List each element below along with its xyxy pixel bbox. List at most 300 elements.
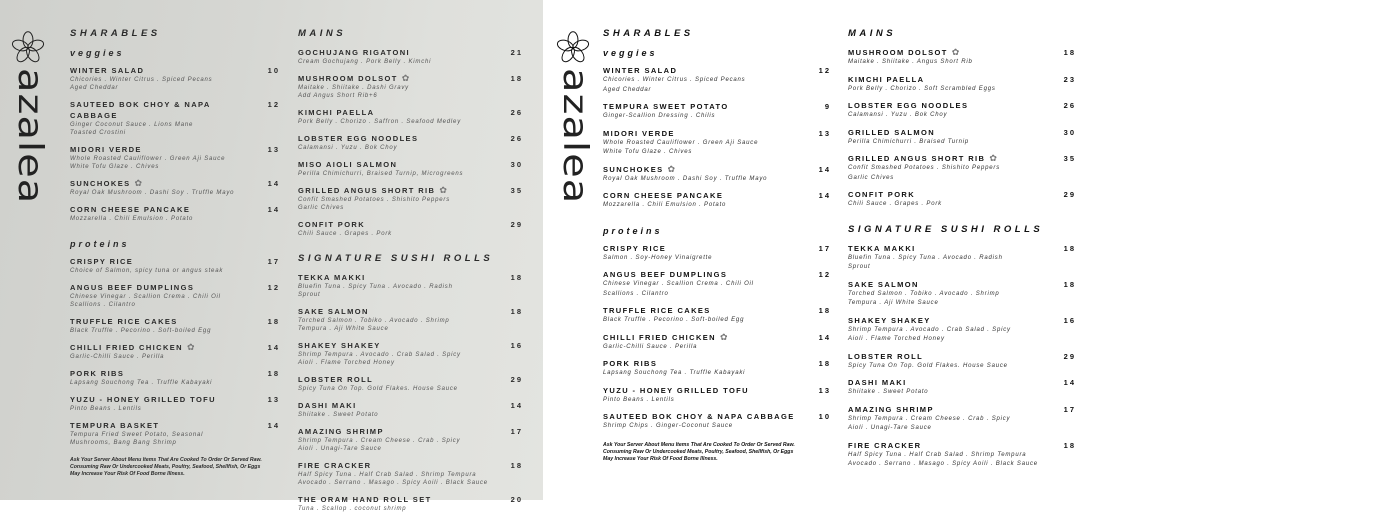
item-description: Garlic-Chilli Sauce . Perilla xyxy=(603,343,698,350)
item-price: 20 xyxy=(510,495,523,504)
item-description: Shrimp Chips . Ginger-Coconut Sauce xyxy=(603,423,733,429)
menu-item xyxy=(298,306,523,333)
item-price: 18 xyxy=(1063,440,1076,450)
section-title: SHARABLES xyxy=(603,28,694,39)
section-title: MAINS xyxy=(848,28,897,39)
item-description: Garlic Chives xyxy=(848,174,895,181)
item-description: Calamansi . Yuzu . Bok Choy xyxy=(848,112,948,118)
menu-item xyxy=(603,190,831,211)
item-name xyxy=(298,340,523,351)
item-name xyxy=(298,460,523,471)
item-price: 30 xyxy=(1063,127,1076,137)
item-price: 14 xyxy=(267,421,280,430)
item-description: Black Truffle . Pecorino . Soft-boiled Egg xyxy=(70,328,212,334)
item-name-text: GOCHUJANG RIGATONI xyxy=(298,48,411,57)
menu-item xyxy=(70,342,280,361)
item-description: Torched Salmon . Tobiko . Avocado . Shrimp xyxy=(298,318,450,324)
item-name-text: SAUTEED BOK CHOY & NAPA CABBAGE xyxy=(70,100,211,120)
item-description: Chinese Vinegar . Scallion Crema . Chili Oil xyxy=(70,294,221,300)
item-description: Aioli . Unagi-Tare Sauce xyxy=(298,446,382,452)
item-description: Bluefin Tuna . Spicy Tuna . Avocado . Radish xyxy=(848,254,1003,261)
item-description: Chinese Vinegar . Scallion Crema . Chili Oil xyxy=(603,281,754,287)
vegetarian-flower-icon: ✿ xyxy=(134,178,144,188)
item-description: Mushrooms, Bang Bang Shrimp xyxy=(70,440,177,446)
item-name xyxy=(298,159,523,170)
item-price: 16 xyxy=(510,341,523,350)
item-description: Pinto Beans . Lentils xyxy=(603,396,675,403)
item-name xyxy=(848,377,1076,388)
item-price: 18 xyxy=(510,461,523,470)
menu-column-right xyxy=(848,28,1076,476)
item-description: White Tofu Glaze . Chives xyxy=(603,149,693,155)
menu-item xyxy=(70,420,280,447)
item-name-text: YUZU - HONEY GRILLED TOFU xyxy=(603,385,749,395)
menu-item xyxy=(70,256,280,275)
item-name-text: LOBSTER ROLL xyxy=(848,351,924,361)
menu-item xyxy=(70,316,280,335)
menu-item xyxy=(298,340,523,367)
item-price: 17 xyxy=(818,243,831,253)
item-name xyxy=(70,204,280,215)
menu-item xyxy=(298,374,523,393)
item-price: 9 xyxy=(824,102,831,111)
item-description: Pork Belly . Chorizo . Soft Scrambled Eggs xyxy=(848,85,996,92)
item-name-text: TEMPURA BASKET xyxy=(70,421,160,430)
item-price: 18 xyxy=(510,74,523,83)
menu-item xyxy=(70,282,280,309)
item-name xyxy=(848,74,1076,85)
item-name-text: SHAKEY SHAKEY xyxy=(298,341,381,350)
menu-item xyxy=(848,279,1076,309)
item-name xyxy=(70,316,280,327)
item-description: Garlic-Chilli Sauce . Perilla xyxy=(70,354,165,360)
item-name xyxy=(603,65,831,76)
item-description: Aioli . Flame Torched Honey xyxy=(848,336,945,342)
section-title: SIGNATURE SUSHI ROLLS xyxy=(848,223,1044,235)
menu-item xyxy=(298,159,523,178)
item-name xyxy=(848,351,1076,362)
item-name xyxy=(298,73,523,84)
item-price: 17 xyxy=(267,257,280,266)
item-description: Shrimp Tempura . Cream Cheese . Crab . Spicy xyxy=(848,415,1011,422)
item-price: 10 xyxy=(267,66,280,75)
section-title: SHARABLES xyxy=(70,28,161,39)
menu-item xyxy=(603,305,831,326)
item-description: Shrimp Tempura . Cream Cheese . Crab . Spicy xyxy=(298,438,461,444)
item-name-text: MIDORI VERDE xyxy=(603,128,675,138)
item-name xyxy=(848,315,1076,326)
vegetarian-flower-icon: ✿ xyxy=(667,163,677,174)
item-name xyxy=(603,358,831,369)
item-description: Chicories . Winter Citrus . Spiced Pecans xyxy=(70,77,213,83)
item-name-text: PORK RIBS xyxy=(70,369,125,378)
menu-item xyxy=(70,178,280,197)
item-description: Toasted Crostini xyxy=(70,130,126,136)
item-description: Choice of Salmon, spicy tuna or angus steak xyxy=(70,268,224,274)
item-price: 13 xyxy=(267,395,280,404)
item-description: Chili Sauce . Grapes . Pork xyxy=(848,201,942,207)
item-price: 23 xyxy=(1063,74,1076,84)
menu-item xyxy=(298,426,523,453)
item-description: Maitake . Shiitake . Angus Short Rib xyxy=(848,59,973,65)
item-name xyxy=(298,272,523,283)
item-description: Confit Smashed Potatoes . Shishito Peppers xyxy=(848,165,1000,171)
item-name-text: CHILLI FRIED CHICKEN xyxy=(70,343,183,352)
item-name xyxy=(298,219,523,230)
item-name-text: LOBSTER EGG NOODLES xyxy=(298,134,419,143)
spacer xyxy=(603,217,831,225)
item-name-text: THE ORAM HAND ROLL SET xyxy=(298,495,432,504)
item-name xyxy=(70,394,280,405)
item-description: Mozzarella . Chili Emulsion . Potato xyxy=(70,216,194,222)
item-name-text: SUNCHOKES xyxy=(70,179,131,188)
item-name xyxy=(70,65,280,76)
item-price: 18 xyxy=(818,306,831,315)
item-description: Whole Roasted Cauliflower . Green Aji Sauce xyxy=(70,156,226,162)
item-price: 29 xyxy=(1063,190,1076,199)
item-name xyxy=(70,342,280,353)
item-price: 26 xyxy=(510,134,523,143)
item-name xyxy=(298,306,523,317)
item-name xyxy=(603,164,831,175)
item-name-text: LOBSTER EGG NOODLES xyxy=(848,101,969,110)
vegetarian-flower-icon: ✿ xyxy=(401,73,411,83)
item-name xyxy=(603,332,831,343)
item-price: 18 xyxy=(510,273,523,282)
item-price: 29 xyxy=(510,375,523,384)
item-name xyxy=(848,189,1076,200)
item-name xyxy=(603,128,831,139)
item-name-text: GRILLED SALMON xyxy=(848,127,936,137)
item-description: Black Truffle . Pecorino . Soft-boiled Egg xyxy=(603,317,745,323)
item-name-text: MUSHROOM DOLSOT xyxy=(298,74,398,83)
item-name-text: ANGUS BEEF DUMPLINGS xyxy=(603,270,728,279)
menu-item xyxy=(70,368,280,387)
item-name-text: ANGUS BEEF DUMPLINGS xyxy=(70,283,195,292)
item-name xyxy=(298,107,523,118)
item-name-text: GRILLED ANGUS SHORT RIB xyxy=(298,186,436,195)
menu-item xyxy=(848,127,1076,148)
item-description: Half Spicy Tuna . Half Crab Salad . Shrimp Tempura xyxy=(298,472,477,478)
item-price: 14 xyxy=(818,332,831,342)
item-name xyxy=(848,243,1076,254)
menu-item xyxy=(848,153,1076,183)
item-name-text: TRUFFLE RICE CAKES xyxy=(603,306,711,315)
menu-item xyxy=(70,99,280,137)
item-name-text: YUZU - HONEY GRILLED TOFU xyxy=(70,395,216,404)
item-name-text: TRUFFLE RICE CAKES xyxy=(70,317,178,326)
item-name-text: FIRE CRACKER xyxy=(298,461,372,470)
item-name-text: CONFIT PORK xyxy=(848,190,916,199)
menu-item xyxy=(298,185,523,212)
logo-wordmark: azalea xyxy=(555,68,595,205)
item-name-text: CORN CHEESE PANCAKE xyxy=(603,191,724,200)
menu-item xyxy=(848,243,1076,273)
item-description: Aged Cheddar xyxy=(603,86,652,93)
item-name-text: SAKE SALMON xyxy=(848,279,919,289)
item-description: Whole Roasted Cauliflower . Green Aji Sauce xyxy=(603,139,759,146)
item-description: Torched Salmon . Tobiko . Avocado . Shrimp xyxy=(848,290,1000,297)
item-name xyxy=(603,190,831,201)
item-price: 18 xyxy=(1063,243,1076,253)
item-description: Shrimp Tempura . Avocado . Crab Salad . Spicy xyxy=(848,326,1011,333)
menu-item xyxy=(848,351,1076,372)
item-price: 13 xyxy=(267,145,280,154)
menu-item xyxy=(298,219,523,238)
allergy-disclaimer: Ask Your Server About Menu Items That Are Cooked To Order Or Served Raw. Consuming Raw Or Undercooked Meats, Poultry, Seafood, Shellfish, Or Eggs May Increase Your Risk Of Food Borne Illness. xyxy=(70,457,262,477)
item-price: 14 xyxy=(267,179,280,188)
menu-item xyxy=(70,394,280,413)
spacer xyxy=(298,245,523,253)
menu-item xyxy=(603,65,831,95)
item-name-text: CRISPY RICE xyxy=(603,243,667,253)
item-price: 29 xyxy=(510,220,523,229)
menu-item xyxy=(848,440,1076,470)
menu-item xyxy=(848,74,1076,95)
item-description: Aioli . Unagi-Tare Sauce xyxy=(848,425,932,431)
item-name-text: SAKE SALMON xyxy=(298,307,369,316)
menu-item xyxy=(848,100,1076,121)
item-description: Salmon . Soy-Honey Vinaigrette xyxy=(603,254,713,261)
item-description: Ginger Coconut Sauce . Lions Mane xyxy=(70,122,194,128)
item-name-text: DASHI MAKI xyxy=(848,378,907,387)
menu-item xyxy=(603,411,831,432)
item-price: 12 xyxy=(818,270,831,279)
item-name-text: CORN CHEESE PANCAKE xyxy=(70,205,191,214)
item-price: 29 xyxy=(1063,351,1076,361)
item-description: Perilla Chimichurri, Braised Turnip, Microgreens xyxy=(298,171,464,177)
menu-item xyxy=(298,272,523,299)
menu-photo xyxy=(0,0,543,512)
item-price: 13 xyxy=(818,385,831,395)
item-description: Royal Oak Mushroom . Dashi Soy . Truffle Mayo xyxy=(70,190,235,196)
item-price: 14 xyxy=(818,164,831,174)
item-name xyxy=(70,368,280,379)
item-description: Garlic Chives xyxy=(298,205,345,211)
item-description: Shiitake . Sweet Potato xyxy=(298,412,379,418)
item-name xyxy=(603,305,831,316)
item-name-text: AMAZING SHRIMP xyxy=(298,427,384,436)
item-price: 35 xyxy=(510,186,523,195)
item-name-text: GRILLED ANGUS SHORT RIB xyxy=(848,154,986,163)
section-title: SIGNATURE SUSHI ROLLS xyxy=(298,253,494,264)
item-name-text: FIRE CRACKER xyxy=(848,440,922,450)
item-description: Bluefin Tuna . Spicy Tuna . Avocado . Radish xyxy=(298,284,453,290)
menu-item xyxy=(298,460,523,487)
item-name xyxy=(848,127,1076,138)
azalea-logo xyxy=(555,30,595,204)
item-name xyxy=(298,47,523,58)
menu-item xyxy=(603,269,831,299)
item-description: Tempura Fried Sweet Potato, Seasonal xyxy=(70,432,204,438)
menu-column-right xyxy=(298,28,523,520)
item-price: 14 xyxy=(267,343,280,352)
menu-item xyxy=(298,107,523,126)
menu-clean xyxy=(545,0,1090,500)
flower-icon xyxy=(10,30,46,66)
item-description: Pork Belly . Chorizo . Saffron . Seafood Medley xyxy=(298,119,461,125)
item-name-text: TEKKA MAKKI xyxy=(298,273,366,282)
item-name xyxy=(298,133,523,144)
item-description: Scallions . Cilantro xyxy=(603,290,669,297)
item-description: Chicories . Winter Citrus . Spiced Pecans xyxy=(603,77,746,83)
item-price: 18 xyxy=(267,369,280,378)
menu-item xyxy=(848,47,1076,68)
item-price: 18 xyxy=(267,317,280,326)
item-description: Aged Cheddar xyxy=(70,85,119,91)
subsection-title: veggies xyxy=(70,48,125,58)
item-description: Aioli . Flame Torched Honey xyxy=(298,360,395,366)
item-name xyxy=(848,440,1076,451)
item-description: Calamansi . Yuzu . Bok Choy xyxy=(298,145,398,151)
menu-item xyxy=(70,204,280,223)
item-description: Avocado . Serrano . Masago . Spicy Aoili . Black Sauce xyxy=(848,461,1038,467)
menu-column-left xyxy=(603,28,831,463)
vegetarian-flower-icon: ✿ xyxy=(439,185,449,195)
item-name-text: TEMPURA SWEET POTATO xyxy=(603,102,729,111)
spacer xyxy=(70,230,280,238)
item-price: 18 xyxy=(1063,279,1076,289)
item-name xyxy=(70,144,280,155)
vegetarian-flower-icon: ✿ xyxy=(951,47,961,57)
item-description: Confit Smashed Potatoes . Shishito Peppers xyxy=(298,197,450,203)
item-price: 26 xyxy=(1063,101,1076,110)
item-price: 16 xyxy=(1063,315,1076,325)
item-name xyxy=(603,101,831,112)
item-name-text: CONFIT PORK xyxy=(298,220,366,229)
item-name xyxy=(848,153,1076,164)
item-description: Sprout xyxy=(298,292,321,298)
item-name xyxy=(848,100,1076,111)
item-description: Tuna . Scallop . coconut shrimp xyxy=(298,506,407,512)
item-name-text: LOBSTER ROLL xyxy=(298,375,374,384)
item-name-text: WINTER SALAD xyxy=(70,66,145,75)
item-price: 12 xyxy=(818,66,831,75)
item-description: Sprout xyxy=(848,264,871,270)
menu-item xyxy=(298,133,523,152)
item-description: Lapsang Souchong Tea . Truffle Kabayaki xyxy=(603,370,746,376)
menu-item xyxy=(603,358,831,379)
subsection-title: veggies xyxy=(603,48,658,58)
azalea-logo xyxy=(10,30,50,204)
item-name-text: MIDORI VERDE xyxy=(70,145,142,154)
menu-item xyxy=(298,494,523,513)
logo-wordmark: azalea xyxy=(10,68,50,205)
item-name-text: KIMCHI PAELLA xyxy=(848,74,925,84)
item-description: Mozzarella . Chili Emulsion . Potato xyxy=(603,202,727,208)
menu-item xyxy=(603,243,831,264)
item-price: 14 xyxy=(1063,378,1076,387)
menu-item xyxy=(603,385,831,406)
item-name xyxy=(298,185,523,196)
item-name-text: DASHI MAKI xyxy=(298,401,357,410)
item-description: Ginger-Scallion Dressing . Chilis xyxy=(603,113,716,119)
section-title: MAINS xyxy=(298,28,347,39)
item-description: Avocado . Serrano . Masago . Spicy Aoili . Black Sauce xyxy=(298,480,488,486)
item-price: 14 xyxy=(510,401,523,410)
item-description: Chili Sauce . Grapes . Pork xyxy=(298,231,392,237)
menu-column-left xyxy=(70,28,280,478)
spacer xyxy=(848,216,1076,224)
item-description: Scallions . Cilantro xyxy=(70,302,136,308)
item-description: Shrimp Tempura . Avocado . Crab Salad . Spicy xyxy=(298,352,461,358)
item-description: Lapsang Souchong Tea . Truffle Kabayaki xyxy=(70,380,213,386)
item-name-text: MUSHROOM DOLSOT xyxy=(848,48,948,57)
item-description: Tempura . Aji White Sauce xyxy=(298,326,389,332)
item-price: 10 xyxy=(818,412,831,421)
item-description: Cream Gochujang . Pork Belly . Kimchi xyxy=(298,59,432,65)
item-name xyxy=(70,282,280,293)
menu-item xyxy=(298,400,523,419)
subsection-title: proteins xyxy=(603,225,663,236)
menu-item xyxy=(70,144,280,171)
menu-item xyxy=(603,164,831,185)
item-name-text: SHAKEY SHAKEY xyxy=(848,315,931,325)
subsection-title: proteins xyxy=(70,239,130,249)
item-name-text: SAUTEED BOK CHOY & NAPA CABBAGE xyxy=(603,412,795,421)
item-name xyxy=(298,400,523,411)
item-name-text: WINTER SALAD xyxy=(603,66,678,75)
item-description: Half Spicy Tuna . Half Crab Salad . Shrimp Tempura xyxy=(848,451,1027,458)
item-price: 13 xyxy=(818,128,831,138)
flower-icon xyxy=(555,30,591,66)
item-name-text: SUNCHOKES xyxy=(603,164,664,174)
menu-item xyxy=(848,377,1076,398)
vegetarian-flower-icon: ✿ xyxy=(187,342,196,352)
item-description: Spicy Tuna On Top. Gold Flakes. House Sauce xyxy=(848,362,1008,369)
item-name xyxy=(603,269,831,280)
item-description: Maitake . Shiitake . Dashi Gravy xyxy=(298,85,409,91)
item-name xyxy=(70,256,280,267)
item-price: 30 xyxy=(510,160,523,169)
item-price: 26 xyxy=(510,108,523,117)
menu-item xyxy=(848,315,1076,345)
item-price: 17 xyxy=(1063,404,1076,414)
item-price: 12 xyxy=(267,100,280,109)
vegetarian-flower-icon: ✿ xyxy=(989,153,999,163)
item-name-text: MISO AIOLI SALMON xyxy=(298,160,398,169)
item-description: Perilla Chimichurri . Braised Turnip xyxy=(848,138,970,145)
item-name xyxy=(70,420,280,431)
item-price: 18 xyxy=(510,307,523,316)
item-name-text: CHILLI FRIED CHICKEN xyxy=(603,332,716,342)
menu-item xyxy=(298,73,523,100)
item-name-text: TEKKA MAKKI xyxy=(848,243,916,253)
item-price: 18 xyxy=(1063,48,1076,57)
item-name-text: PORK RIBS xyxy=(603,359,658,368)
item-name xyxy=(603,385,831,396)
menu-item xyxy=(848,404,1076,434)
item-name-text: KIMCHI PAELLA xyxy=(298,108,375,117)
menu-item xyxy=(70,65,280,92)
item-price: 14 xyxy=(267,205,280,214)
item-price: 14 xyxy=(818,191,831,200)
item-name xyxy=(298,374,523,385)
item-description: Pinto Beans . Lentils xyxy=(70,406,142,412)
menu-item xyxy=(603,128,831,158)
item-name xyxy=(848,279,1076,290)
item-description: White Tofu Glaze . Chives xyxy=(70,164,160,170)
item-name xyxy=(603,243,831,254)
vegetarian-flower-icon: ✿ xyxy=(720,331,729,342)
item-name-text: CRISPY RICE xyxy=(70,257,134,266)
item-price: 12 xyxy=(267,283,280,292)
item-description: Royal Oak Mushroom . Dashi Soy . Truffle Mayo xyxy=(603,175,768,182)
item-name xyxy=(70,178,280,189)
item-description: Spicy Tuna On Top. Gold Flakes. House Sauce xyxy=(298,386,458,392)
item-name xyxy=(848,404,1076,415)
item-price: 17 xyxy=(510,427,523,436)
